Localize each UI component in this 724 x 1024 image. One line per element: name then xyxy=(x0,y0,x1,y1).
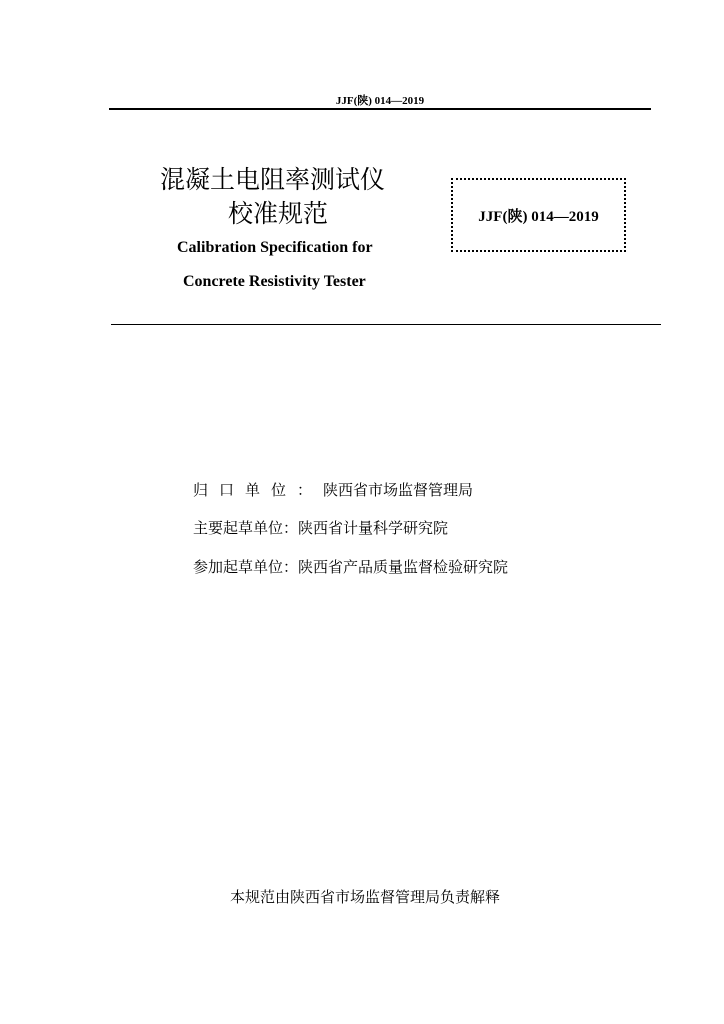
section-divider xyxy=(111,324,661,325)
participating-unit-label: 参加起草单位： xyxy=(193,558,299,576)
title-english-line-2: Concrete Resistivity Tester xyxy=(183,273,366,290)
responsible-unit-value: 陕西省市场监督管理局 xyxy=(323,481,474,499)
responsible-unit-row xyxy=(193,479,473,500)
main-drafting-unit-value: 陕西省计量科学研究院 xyxy=(298,519,449,537)
participating-unit-value: 陕西省产品质量监督检验研究院 xyxy=(298,558,509,576)
participating-unit-row xyxy=(193,556,508,577)
standard-code-box xyxy=(451,178,626,252)
responsible-unit-label: 归口单位： xyxy=(193,481,324,499)
header-standard-code: JJF(陕) 014—2019 xyxy=(335,95,425,107)
title-english-line-1: Calibration Specification for xyxy=(177,239,373,256)
title-chinese-line-1: 混凝土电阻率测试仪 xyxy=(160,165,386,194)
interpretation-note: 本规范由陕西省市场监督管理局负责解释 xyxy=(229,888,500,906)
main-drafting-unit-label: 主要起草单位： xyxy=(193,519,299,537)
title-chinese-line-2: 校准规范 xyxy=(228,199,329,228)
main-drafting-unit-row xyxy=(193,517,448,538)
standard-code: JJF(陕) 014—2019 xyxy=(478,208,599,225)
header-rule xyxy=(109,108,651,110)
